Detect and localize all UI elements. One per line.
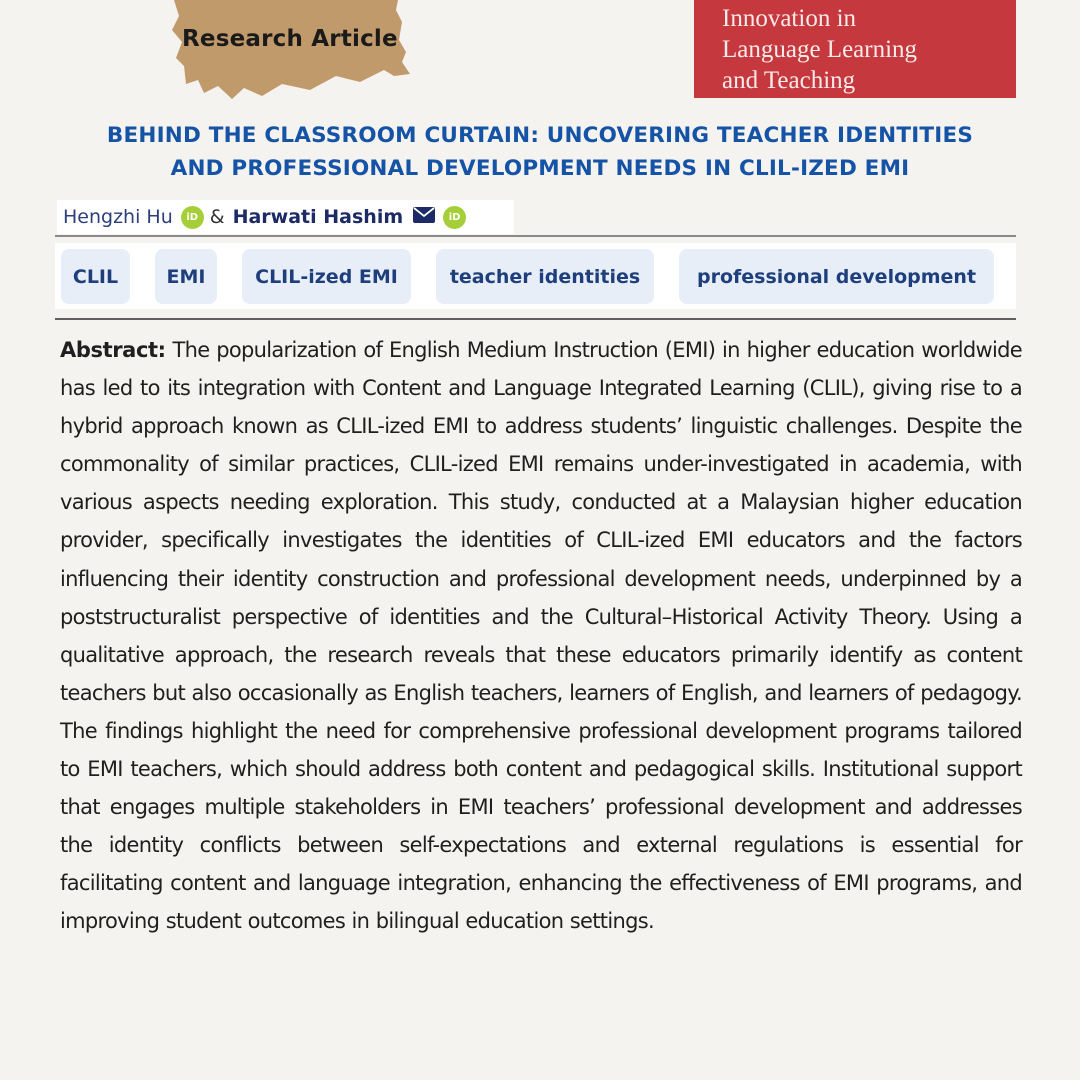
abstract-text: The popularization of English Medium Instruction (EMI) in higher education worldwide has led to its integration with Content and Language Integrated Learning (CLIL), giving rise to a hybrid approach known as CLIL-ized EMI to address students’ linguistic challenges. Despite the commonality of similar practices, CLIL-ized EMI remains under-investigated in academia, with various aspects needing exploration. This study, conducted at a Malaysian higher education provider, specifically investigates the identities of CLIL-ized EMI educators and the factors influencing their identity construction and professional development needs, underpinned by a poststructuralist perspective of identities and the Cultural–Historical Activity Theory. Using a qualitative approach, the research reveals that these educators primarily identify as content teachers but also occasionally as English teachers, learners of English, and learners of pedagogy. The findings highlight the need for comprehensive professional development programs tailored to EMI teachers, which should address both content and pedagogical skills. Institutional support that engages multiple stakeholders in EMI teachers’ professional development and addresses the identity conflicts between self-expectations and external regulations is essential for facilitating content and language integration, enhancing the effectiveness of EMI programs, and improving student outcomes in bilingual education settings. [60,338,1022,934]
orcid-icon[interactable]: iD [181,206,204,229]
abstract-label: Abstract: [60,338,166,362]
article-title-line-2: AND PROFESSIONAL DEVELOPMENT NEEDS IN CLIL-IZED EMI [170,156,910,181]
abstract [60,331,1022,941]
journal-name-line-1: Innovation in [722,5,857,32]
envelope-icon[interactable] [413,206,435,228]
article-title [40,119,1040,185]
article-type-tag [170,0,410,100]
keyword-teacher-identities[interactable]: teacher identities [436,249,654,304]
author-hengzhi-hu[interactable]: Hengzhi Hu [63,206,173,228]
keyword-clil-ized-emi[interactable]: CLIL-ized EMI [242,249,411,304]
divider-top [55,235,1016,237]
keyword-professional-development[interactable]: professional development [679,249,994,304]
journal-name-line-3: and Teaching [722,67,856,94]
orcid-icon[interactable]: iD [443,206,466,229]
article-title-line-1: BEHIND THE CLASSROOM CURTAIN: UNCOVERING TEACHER IDENTITIES [106,123,974,148]
journal-banner [694,0,1016,98]
keyword-clil[interactable]: CLIL [61,249,130,304]
keyword-emi[interactable]: EMI [155,249,217,304]
author-separator: & [209,206,225,228]
author-line [57,200,514,234]
article-type-label: Research Article [182,26,398,52]
journal-name-line-2: Language Learning [722,36,918,63]
divider-bottom [55,318,1016,320]
author-harwati-hashim[interactable]: Harwati Hashim [232,206,404,228]
